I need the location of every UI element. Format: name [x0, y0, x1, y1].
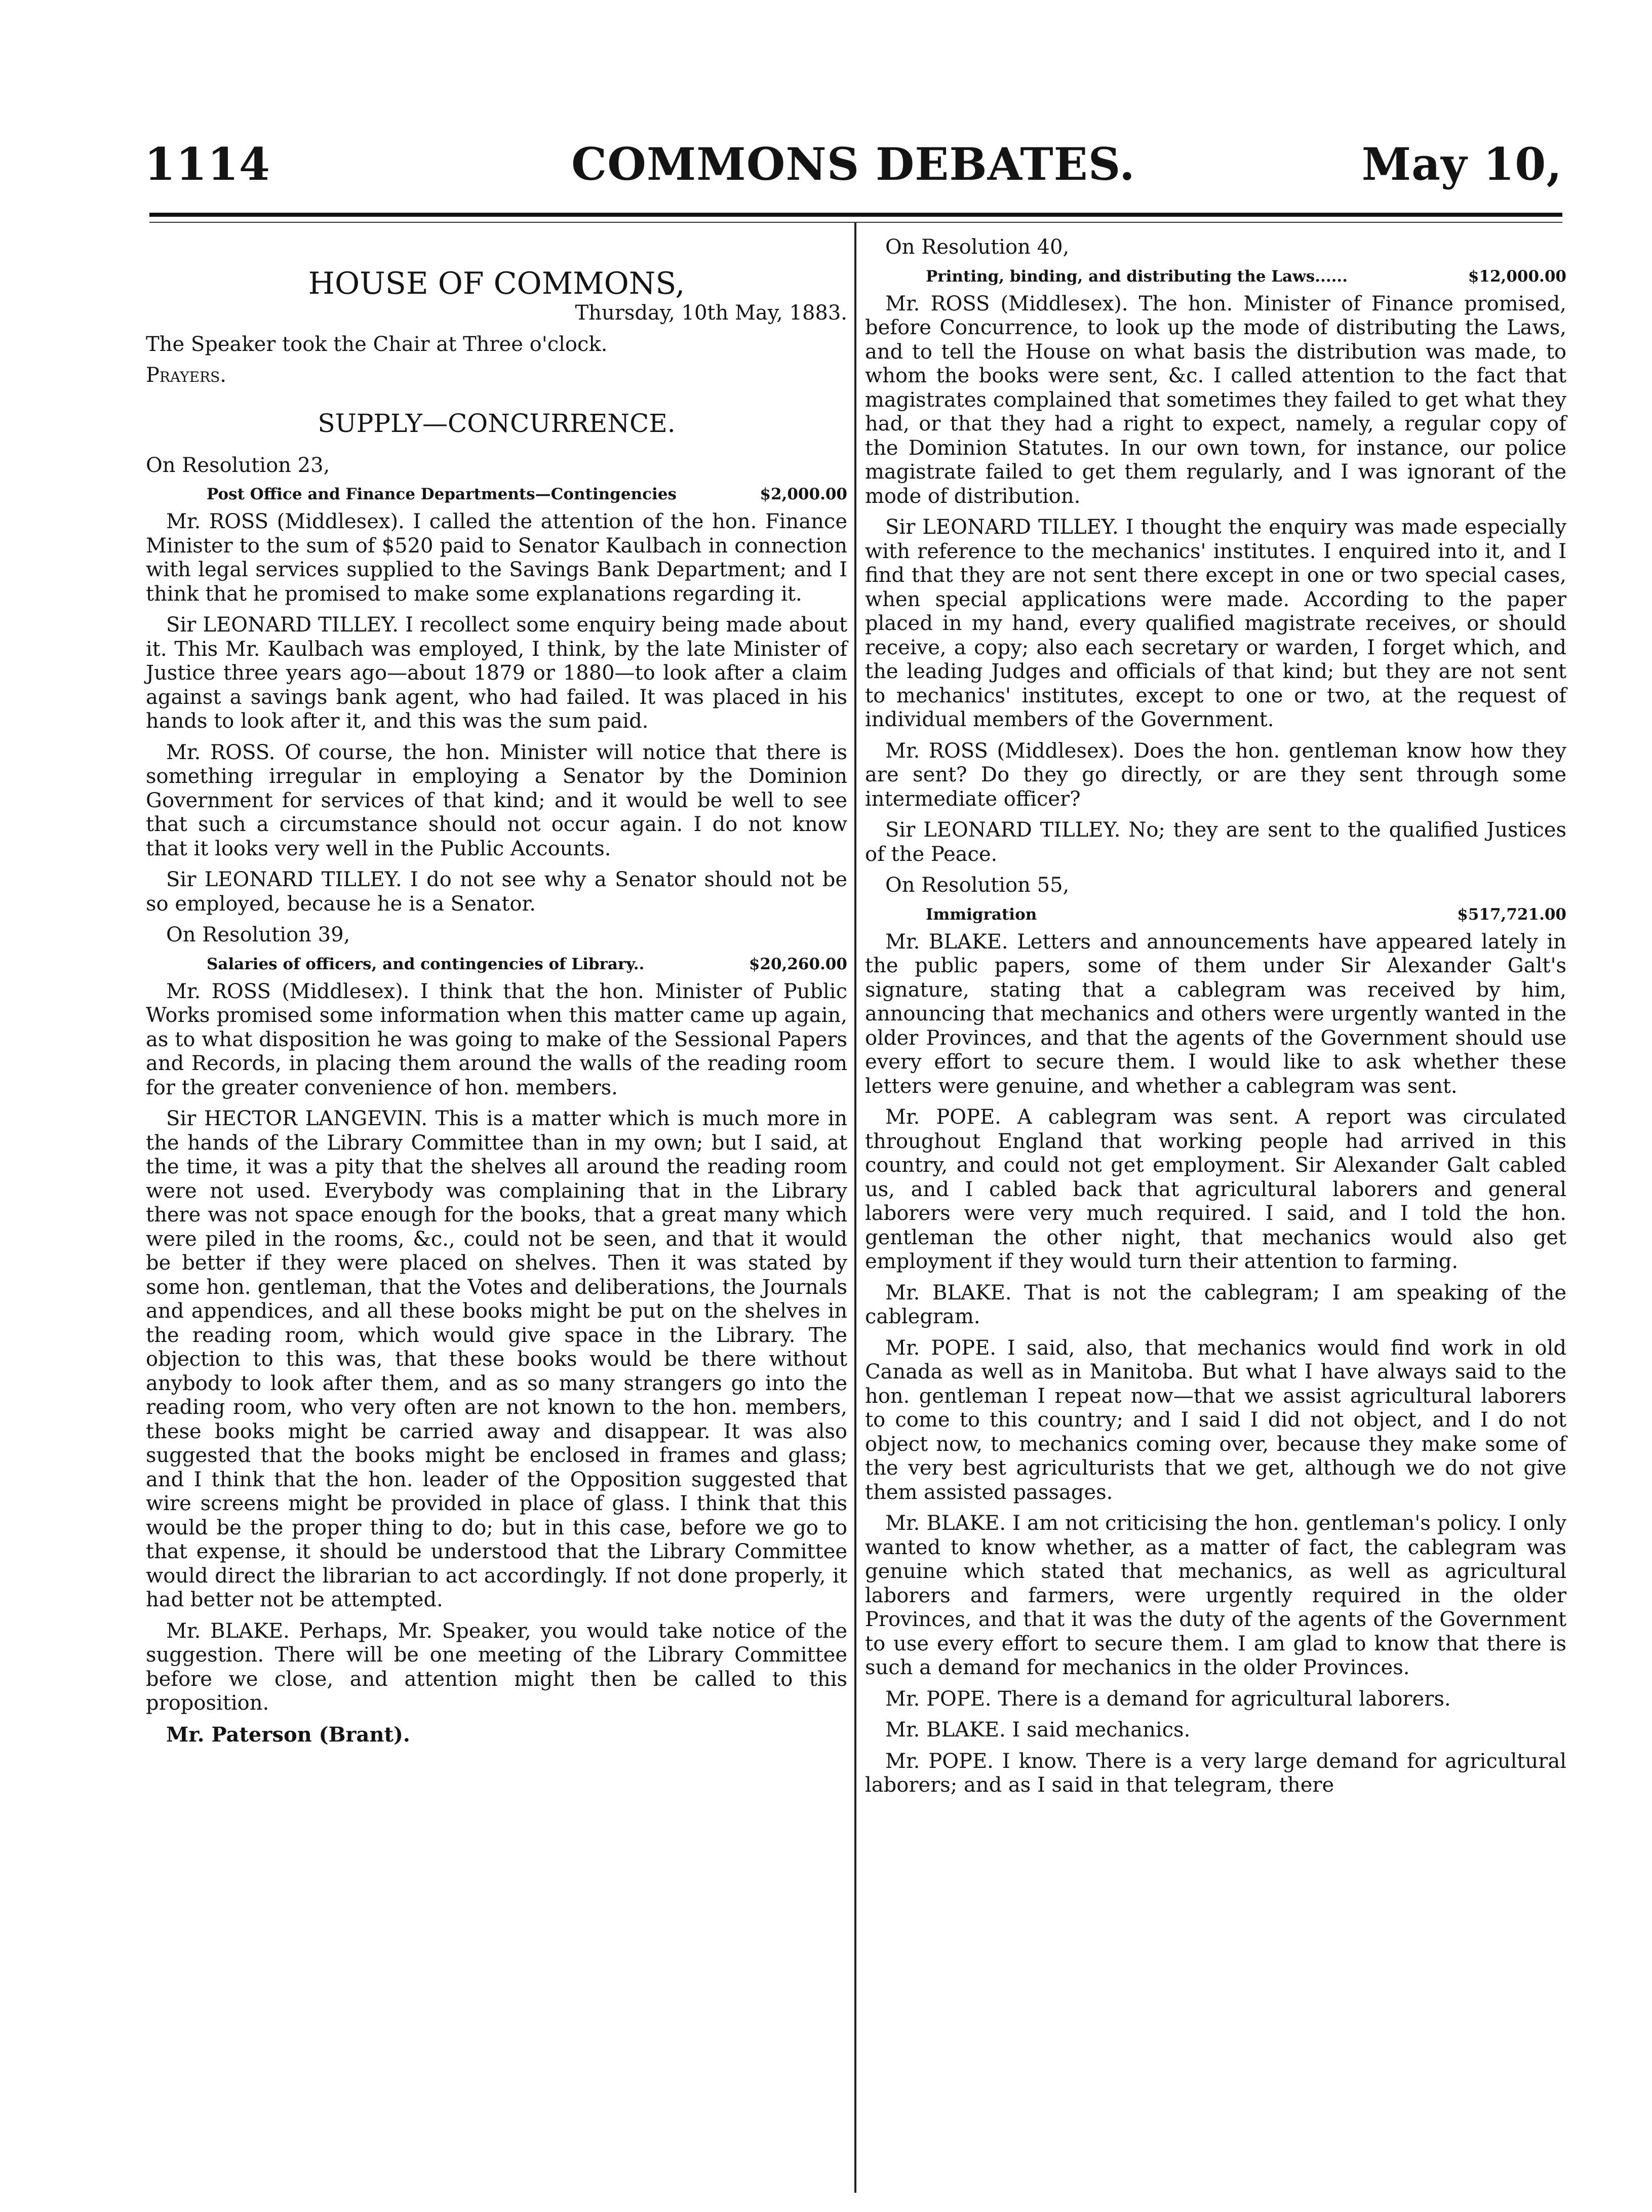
speech-paragraph: Mr. ROSS (Middlesex). I think that the hon. Minister of Public Works promised some information when this matter came up again, as to what disposition he was going to make of the Sessional Papers and Records, in placing them around the walls of the reading room for the greater convenience of hon. members.	[146, 979, 847, 1099]
page-number: 1114	[144, 138, 270, 190]
sitting-date: Thursday, 10th May, 1883.	[575, 301, 847, 325]
speech-paragraph: Mr. BLAKE. Perhaps, Mr. Speaker, you would take notice of the suggestion. There will be one meeting of the Library Committee before we close, and attention might then be called to this proposition.	[146, 1619, 847, 1715]
speech-paragraph: Mr. ROSS (Middlesex). I called the attention of the hon. Finance Minister to the sum of $520 paid to Senator Kaulbach in connection with legal services supplied to the Savings Bank Department; and I think that he promised to make some explanations regarding it.	[146, 510, 847, 606]
resolution-heading: On Resolution 39,	[166, 923, 350, 946]
supply-label: Printing, binding, and distributing the Laws......	[926, 267, 1348, 286]
right-column	[865, 235, 1566, 1805]
speech-paragraph: Mr. ROSS (Middlesex). The hon. Minister of Finance promised, before Concurrence, to look up the mode of distributing the Laws, and to tell the House on what basis the distribution was made, to whom the books were sent, &c. I called attention to the fact that magistrates complained that sometimes they failed to get what they had, or that they had a right to expect, namely, a regular copy of the Dominion Statutes. In our own town, for instance, our police magistrate failed to get them regularly, and I was ignorant of the mode of distribution.	[865, 292, 1566, 508]
speech-paragraph: Mr. POPE. There is a demand for agricultural laborers.	[885, 1687, 1451, 1711]
speech-paragraph: Mr. POPE. A cablegram was sent. A report was circulated throughout England that working people had arrived in this country, and could not get employment. Sir Alexander Galt cabled us, and I cabled back that agricultural laborers and general laborers were very much required. I said, and I told the hon. gentleman the other night, that mechanics would also get employment if they would turn their attention to farming.	[865, 1105, 1566, 1273]
prayers: Prayers.	[146, 364, 226, 387]
resolution-heading: On Resolution 55,	[885, 874, 1070, 897]
speech-paragraph: Mr. BLAKE. I said mechanics.	[885, 1718, 1191, 1742]
speech-paragraph: Sir LEONARD TILLEY. No; they are sent to the qualified Justices of the Peace.	[865, 818, 1566, 866]
speech-paragraph: Sir LEONARD TILLEY. I recollect some enquiry being made about it. This Mr. Kaulbach was employed, I think, by the late Minister of Justice three years ago—about 1879 or 1880—to look after a claim against a savings bank agent, who had failed. It was placed in his hands to look after it, and this was the sum paid.	[146, 613, 847, 733]
speech-paragraph: Sir LEONARD TILLEY. I thought the enquiry was made especially with reference to the mechanics' institutes. I enquired into it, and I find that they are not sent there except in one or two special cases, when special applications were made. According to the paper placed in my hand, every qualified magistrate receives, or should receive, a copy; also each secretary or warden, I forget which, and the leading Judges and officials of that kind; but they are not sent to mechanics' institutes, except to one or two, at the request of individual members of the Government.	[865, 516, 1566, 731]
speaker-line: Mr. Paterson (Brant).	[166, 1722, 410, 1747]
supply-item	[146, 955, 847, 974]
supply-amount: $2,000.00	[760, 485, 847, 503]
supply-item	[865, 267, 1566, 286]
supply-amount: $20,260.00	[749, 955, 847, 973]
speech-paragraph: Sir LEONARD TILLEY. I do not see why a Senator should not be so employed, because he is a Senator.	[146, 868, 847, 916]
supply-label: Post Office and Finance Departments—Contingencies	[207, 485, 677, 503]
running-head	[144, 138, 1562, 214]
supply-amount: $12,000.00	[1468, 267, 1566, 286]
header-date: May 10,	[1361, 138, 1562, 190]
section-heading: SUPPLY—CONCURRENCE.	[318, 408, 676, 438]
supply-amount: $517,721.00	[1457, 905, 1566, 924]
supply-item	[146, 485, 847, 504]
house-heading: HOUSE OF COMMONS,	[308, 266, 685, 301]
speaker-note: The Speaker took the Chair at Three o'clock.	[146, 332, 608, 356]
speech-paragraph: Mr. BLAKE. That is not the cablegram; I am speaking of the cablegram.	[865, 1281, 1566, 1328]
speech-paragraph: Mr. POPE. I know. There is a very large demand for agricultural laborers; and as I said in that telegram, there	[865, 1749, 1566, 1797]
left-column	[146, 235, 847, 1754]
column-divider	[854, 223, 856, 2193]
supply-item	[865, 905, 1566, 924]
speech-paragraph: Mr. BLAKE. Letters and announcements have appeared lately in the public papers, some of them under Sir Alexander Galt's signature, stating that a cablegram was received by him, announcing that mechanics and others were urgently wanted in the older Provinces, and that the agents of the Government should use every effort to secure them. I would like to ask whether these letters were genuine, and whether a cablegram was sent.	[865, 930, 1566, 1098]
speech-paragraph: Mr. ROSS (Middlesex). Does the hon. gentleman know how they are sent? Do they go directly, or are they sent through some intermediate officer?	[865, 739, 1566, 811]
resolution-heading: On Resolution 40,	[885, 235, 1070, 259]
supply-label: Salaries of officers, and contingencies of Library..	[207, 955, 645, 973]
publication-title: COMMONS DEBATES.	[571, 138, 1135, 190]
speech-paragraph: Mr. BLAKE. I am not criticising the hon. gentleman's policy. I only wanted to know whether, as a matter of fact, the cablegram was genuine which stated that mechanics, as well as agricultural laborers and farmers, were urgently required in the older Provinces, and that it was the duty of the agents of the Government to use every effort to secure them. I am glad to know that there is such a demand for mechanics in the older Provinces.	[865, 1512, 1566, 1679]
header-rule	[149, 213, 1562, 223]
speech-paragraph: Sir HECTOR LANGEVIN. This is a matter which is much more in the hands of the Library Committee than in my own; but I said, at the time, it was a pity that the shelves all around the reading room were not used. Everybody was complaining that in the Library there was not space enough for the books, that a great many which were piled in the rooms, &c., could not be seen, and that it would be better if they were placed on shelves. Then it was stated by some hon. gentleman, that the Votes and deliberations, the Journals and appendices, and all these books might be put on the shelves in the reading room, which would give space in the Library. The objection to this was, that these books would be there without anybody to look after them, and as so many strangers go into the reading room, who very often are not known to the hon. members, these books might be carried away and disappear. It was also suggested that the books might be enclosed in frames and glass; and I think that the hon. leader of the Opposition suggested that wire screens might be provided in place of glass. I think that this would be the proper thing to do; but in this case, before we go to that expense, it should be understood that the Library Committee would direct the librarian to act accordingly. If not done properly, it had better not be attempted.	[146, 1107, 847, 1611]
resolution-heading: On Resolution 23,	[146, 453, 330, 477]
speech-paragraph: Mr. ROSS. Of course, the hon. Minister will notice that there is something irregular in employing a Senator by the Dominion Government for services of that kind; and it would be well to see that such a circumstance should not occur again. I do not know that it looks very well in the Public Accounts.	[146, 740, 847, 860]
speech-paragraph: Mr. POPE. I said, also, that mechanics would find work in old Canada as well as in Manitoba. But what I have always said to the hon. gentleman I repeat now—that we assist agricultural laborers to come to this country; and I said I did not object, and I do not object now, to mechanics coming over, because they make some of the very best agriculturists that we get, although we do not give them assisted passages.	[865, 1336, 1566, 1504]
supply-label: Immigration	[926, 905, 1037, 924]
